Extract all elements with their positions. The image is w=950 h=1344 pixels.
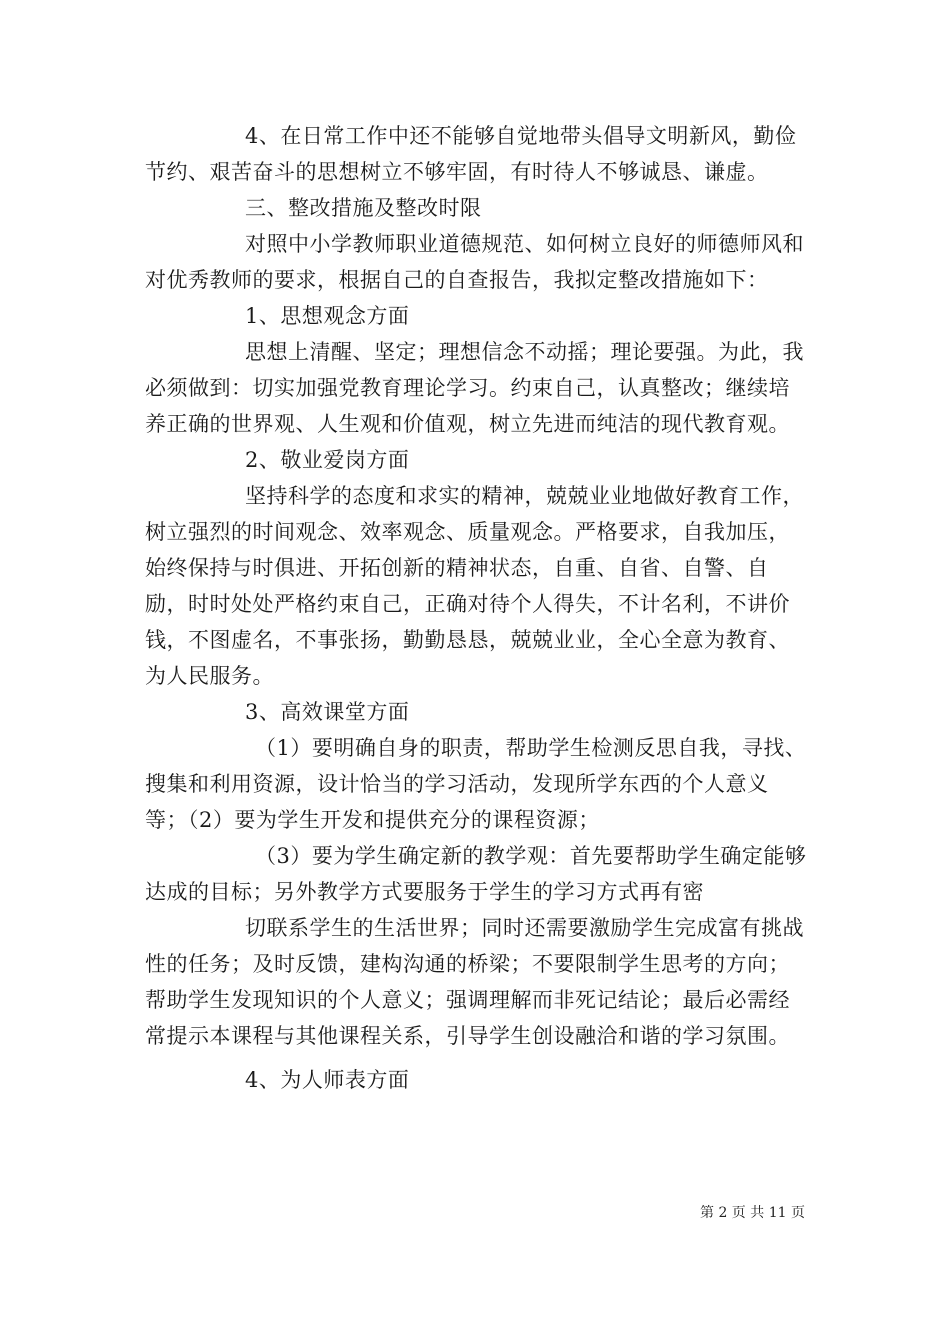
paragraph-classroom-2: （3）要为学生确定新的教学观：首先要帮助学生确定能够达成的目标；另外教学方式要服务于学生的学习方式再有密 [145,844,807,904]
paragraph-item-4: 4、在日常工作中还不能够自觉地带头倡导文明新风，勤俭节约、艰苦奋斗的思想树立不够牢固，有时待人不够诚恳、谦虚。 [145,124,797,184]
page-number-footer: 第 2 页 共 11 页 [700,1205,805,1221]
paragraph-classroom-1: （1）要明确自身的职责，帮助学生检测反思自我，寻找、搜集和利用资源，设计恰当的学习活动，发现所学东西的个人意义等；（2）要为学生开发和提供充分的课程资源； [145,736,807,832]
document-body [145,118,810,1098]
paragraph-thought: 思想上清醒、坚定；理想信念不动摇；理论要强。为此，我必须做到：切实加强党教育理论学习。约束自己，认真整改；继续培养正确的世界观、人生观和价值观，树立先进而纯洁的现代教育观。 [145,340,804,436]
subheading-classroom: 3、高效课堂方面 [245,700,410,724]
paragraph-dedication: 坚持科学的态度和求实的精神，兢兢业业地做好教育工作，树立强烈的时间观念、效率观念、质量观念。严格要求，自我加压，始终保持与时俱进、开拓创新的精神状态，自重、自省、自警、自励，时时处处严格约束自己，正确对待个人得失，不计名利，不讲价钱，不图虚名，不事张扬，勤勤恳恳，兢兢业业，全心全意为教育、为人民服务。 [145,484,804,688]
subheading-role-model: 4、为人师表方面 [245,1068,410,1092]
section-heading-rectification: 三、整改措施及整改时限 [245,196,482,220]
subheading-dedication: 2、敬业爱岗方面 [245,448,410,472]
paragraph-classroom-3: 切联系学生的生活世界；同时还需要激励学生完成富有挑战性的任务；及时反馈，建构沟通的桥梁；不要限制学生思考的方向；帮助学生发现知识的个人意义；强调理解而非死记结论；最后必需经常提示本课程与其他课程关系，引导学生创设融洽和谐的学习氛围。 [145,916,804,1048]
paragraph-intro: 对照中小学教师职业道德规范、如何树立良好的师德师风和对优秀教师的要求，根据自己的自查报告，我拟定整改措施如下： [145,232,804,292]
subheading-thought: 1、思想观念方面 [245,304,410,328]
